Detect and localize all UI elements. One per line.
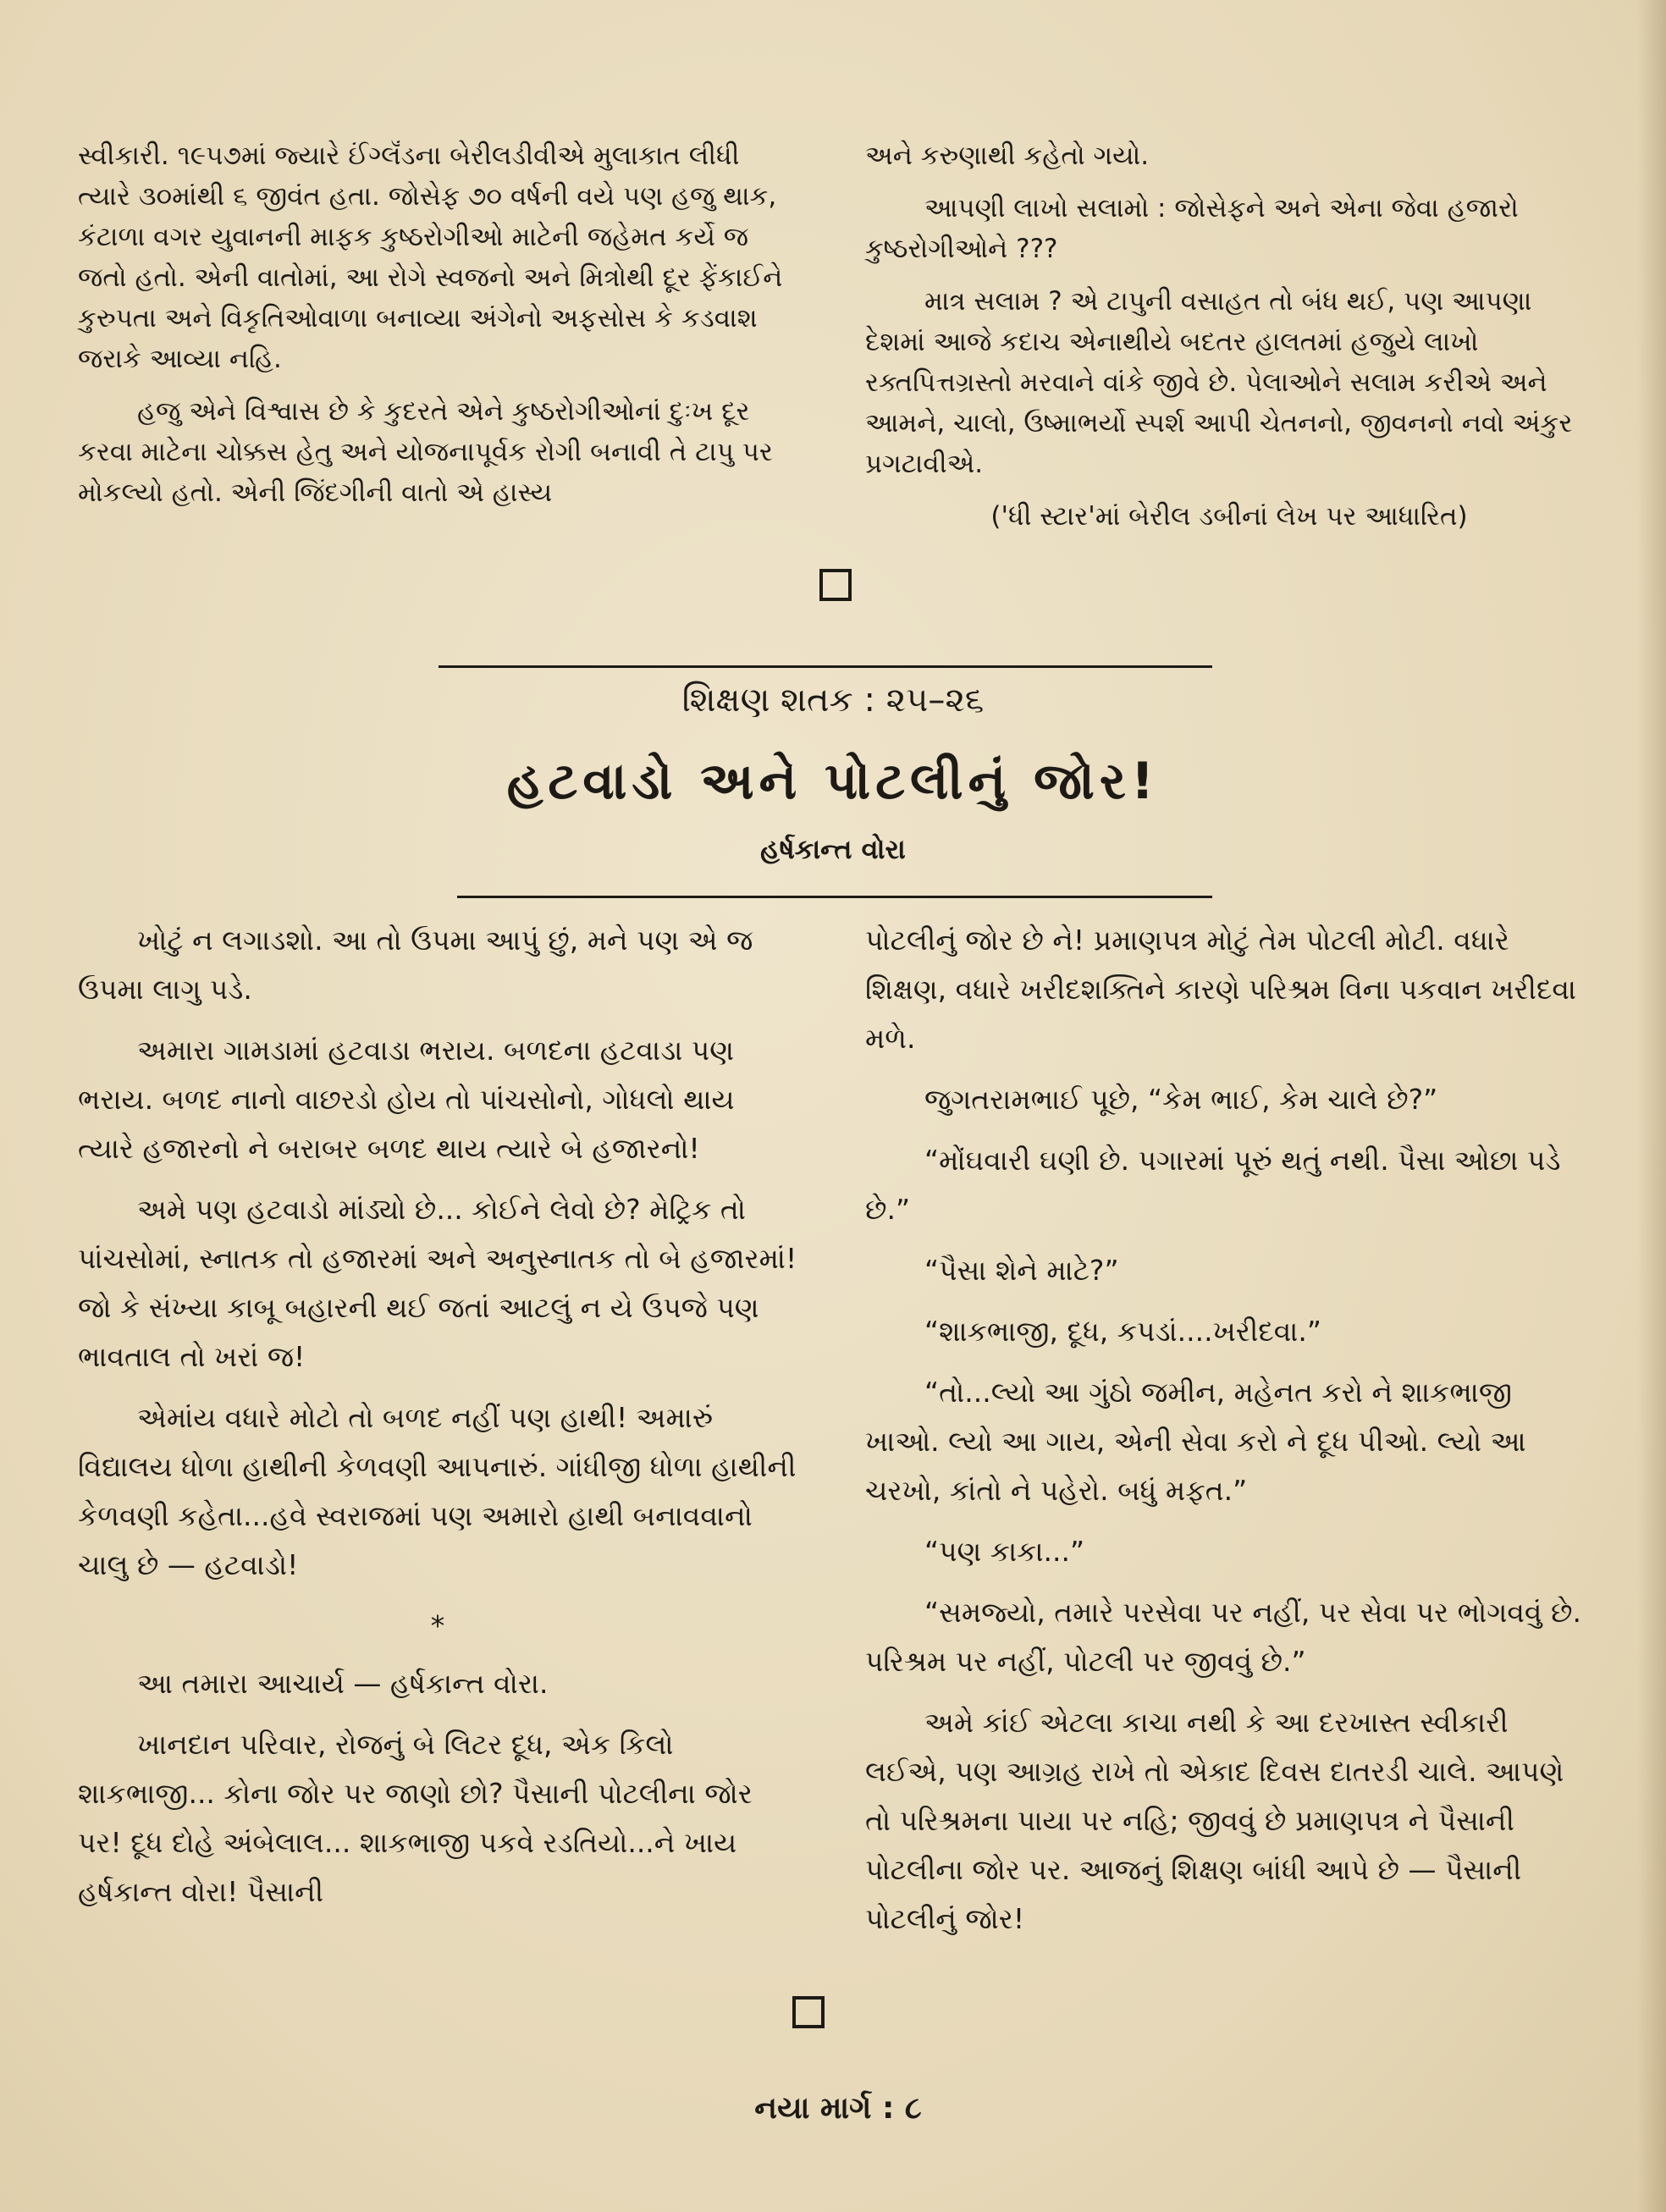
paragraph: “શાકભાજી, દૂધ, કપડાં....ખરીદવા.” <box>924 1315 1321 1348</box>
article-end-box-icon <box>792 1996 825 2028</box>
paragraph: અમે કાંઈ એટલા કાચા નથી કે આ દરખાસ્ત સ્વીકારી લઈએ, પણ આગ્રહ રાખે તો એકાદ દિવસ દાતરડી ચાલે. આપણે તો પરિશ્રમના પાયા પર નહિ; જીવવું છે પ્રમાણપત્ર ને પૈસાની પોટલીના જોર પર. આજનું શિક્ષણ બાંધી આપે છે — પૈસાની પોટલીનું જોર! <box>865 1706 1564 1935</box>
paragraph: પોટલીનું જોર છે ને! પ્રમાણપત્ર મોટું તેમ પોટલી મોટી. વધારે શિક્ષણ, વધારે ખરીદશક્તિને કારણે પરિશ્રમ વિના પકવાન ખરીદવા મળે. <box>865 924 1576 1055</box>
article-title: હટવાડો અને પોટલીનું જોર! <box>506 752 1160 811</box>
paragraph: ખોટું ન લગાડશો. આ તો ઉપમા આપું છું, મને પણ એ જ ઉપમા લાગુ પડે. <box>78 924 753 1006</box>
paragraph: ખાનદાન પરિવાર, રોજનું બે લિટર દૂધ, એક કિલો શાકભાજી... કોના જોર પર જાણો છો? પૈસાની પોટલીના જોર પર! દૂધ દોહે અંબેલાલ... શાકભાજી પકવે રડતિયો...ને ખાય હર્ષકાન્ત વોરા! પૈસાની <box>78 1728 753 1908</box>
paragraph: “સમજ્યો, તમારે પરસેવા પર નહીં, પર સેવા પર ભોગવવું છે. પરિશ્રમ પર નહીં, પોટલી પર જીવવું છે.” <box>865 1596 1581 1678</box>
paragraph: અમારા ગામડામાં હટવાડા ભરાય. બળદના હટવાડા પણ ભરાય. બળદ નાનો વાછરડો હોય તો પાંચસોનો, ગોધલો થાય ત્યારે હજારનો ને બરાબર બળદ થાય ત્યારે બે હજારનો! <box>78 1034 735 1165</box>
paragraph: જુગતરામભાઈ પૂછે, “કેમ ભાઈ, કેમ ચાલે છે?” <box>924 1083 1438 1116</box>
asterisk-separator: * <box>430 1609 445 1642</box>
top-article-left-column <box>78 135 797 525</box>
top-article-right-column <box>865 135 1593 549</box>
paragraph: એમાંય વધારે મોટો તો બળદ નહીં પણ હાથી! અમારું વિદ્યાલય ધોળા હાથીની કેળવણી આપનારું. ગાંધીજી ધોળા હાથીની કેળવણી કહેતા...હવે સ્વરાજમાં પણ અમારો હાથી બનાવવાનો ચાલુ છે — હટવાડો! <box>78 1401 797 1581</box>
paragraph: હજુ એને વિશ્વાસ છે કે કુદરતે એને કુષ્ઠરોગીઓનાં દુઃખ દૂર કરવા માટેના ચોક્કસ હેતુ અને યોજનાપૂર્વક રોગી બનાવી તે ટાપુ પર મોકલ્યો હતો. એની જિંદગીની વાતો એ હાસ્ય <box>78 396 773 508</box>
article-left-column <box>78 916 797 1928</box>
paragraph: આ તમારા આચાર્ય — હર્ષકાન્ત વોરા. <box>137 1667 549 1700</box>
series-heading: શિક્ષણ શતક : ૨૫–૨૬ <box>681 681 985 720</box>
paragraph: અને કરુણાથી કહેતો ગયો. <box>865 141 1150 171</box>
attribution: ('ધી સ્ટાર'માં બેરીલ ડબીનાં લેખ પર આધારિત) <box>990 501 1468 532</box>
paragraph: “તો...લ્યો આ ગુંઠો જમીન, મહેનત કરો ને શાકભાજી ખાઓ. લ્યો આ ગાય, એની સેવા કરો ને દૂધ પીઓ. લ્યો આ ચરખો, કાંતો ને પહેરો. બધું મફત.” <box>865 1376 1526 1507</box>
header-rule-top <box>439 665 1212 668</box>
section-end-box-icon <box>819 569 852 601</box>
paragraph: આપણી લાખો સલામો : જોસેફને અને એના જેવા હજારો કુષ્ઠરોગીઓને ??? <box>865 193 1519 264</box>
article-right-column <box>865 916 1593 1955</box>
page-edge-shadow <box>1637 0 1666 2212</box>
paragraph: માત્ર સલામ ? એ ટાપુની વસાહત તો બંધ થઈ, પણ આપણા દેશમાં આજે કદાચ એનાથીયે બદતર હાલતમાં હજુયે લાખો રક્તપિત્તગ્રસ્તો મરવાને વાંકે જીવે છે. પેલાઓને સલામ કરીએ અને આમને, ચાલો, ઉષ્માભર્યો સ્પર્શ આપી ચેતનનો, જીવનનો નવો અંકુર પ્રગટાવીએ. <box>865 286 1573 479</box>
paragraph: “પણ કાકા...” <box>924 1535 1085 1568</box>
header-rule-bottom <box>457 896 1212 898</box>
paragraph: “પૈસા શેને માટે?” <box>924 1254 1119 1287</box>
page-footer: નયા માર્ગ : ૮ <box>754 2091 922 2126</box>
paragraph: સ્વીકારી. ૧૯૫૭માં જ્યારે ઈંગ્લૅંડના બેરીલડીવીએ મુલાકાત લીધી ત્યારે ૩૦માંથી ૬ જીવંત હતા. જોસેફ ૭૦ વર્ષની વયે પણ હજુ થાક, કંટાળા વગર યુવાનની માફક કુષ્ઠરોગીઓ માટેની જહેમત કર્યે જ જતો હતો. એની વાતોમાં, આ રોગે સ્વજનો અને મિત્રોથી દૂર ફેંકાઈને કુરુપતા અને વિકૃતિઓવાળા બનાવ્યા અંગેનો અફસોસ કે કડવાશ જરાકે આવ્યા નહિ. <box>78 141 783 374</box>
paragraph: “મોંઘવારી ઘણી છે. પગારમાં પૂરું થતું નથી. પૈસા ઓછા પડે છે.” <box>865 1144 1561 1226</box>
paragraph: અમે પણ હટવાડો માંડ્યો છે... કોઈને લેવો છે? મેટ્રિક તો પાંચસોમાં, સ્નાતક તો હજારમાં અને અનુસ્નાતક તો બે હજારમાં! જો કે સંખ્યા કાબૂ બહારની થઈ જતાં આટલું ન યે ઉપજે પણ ભાવતાલ તો ખરાં જ! <box>78 1193 797 1373</box>
article-author: હર્ષકાન્ત વોરા <box>760 833 906 865</box>
